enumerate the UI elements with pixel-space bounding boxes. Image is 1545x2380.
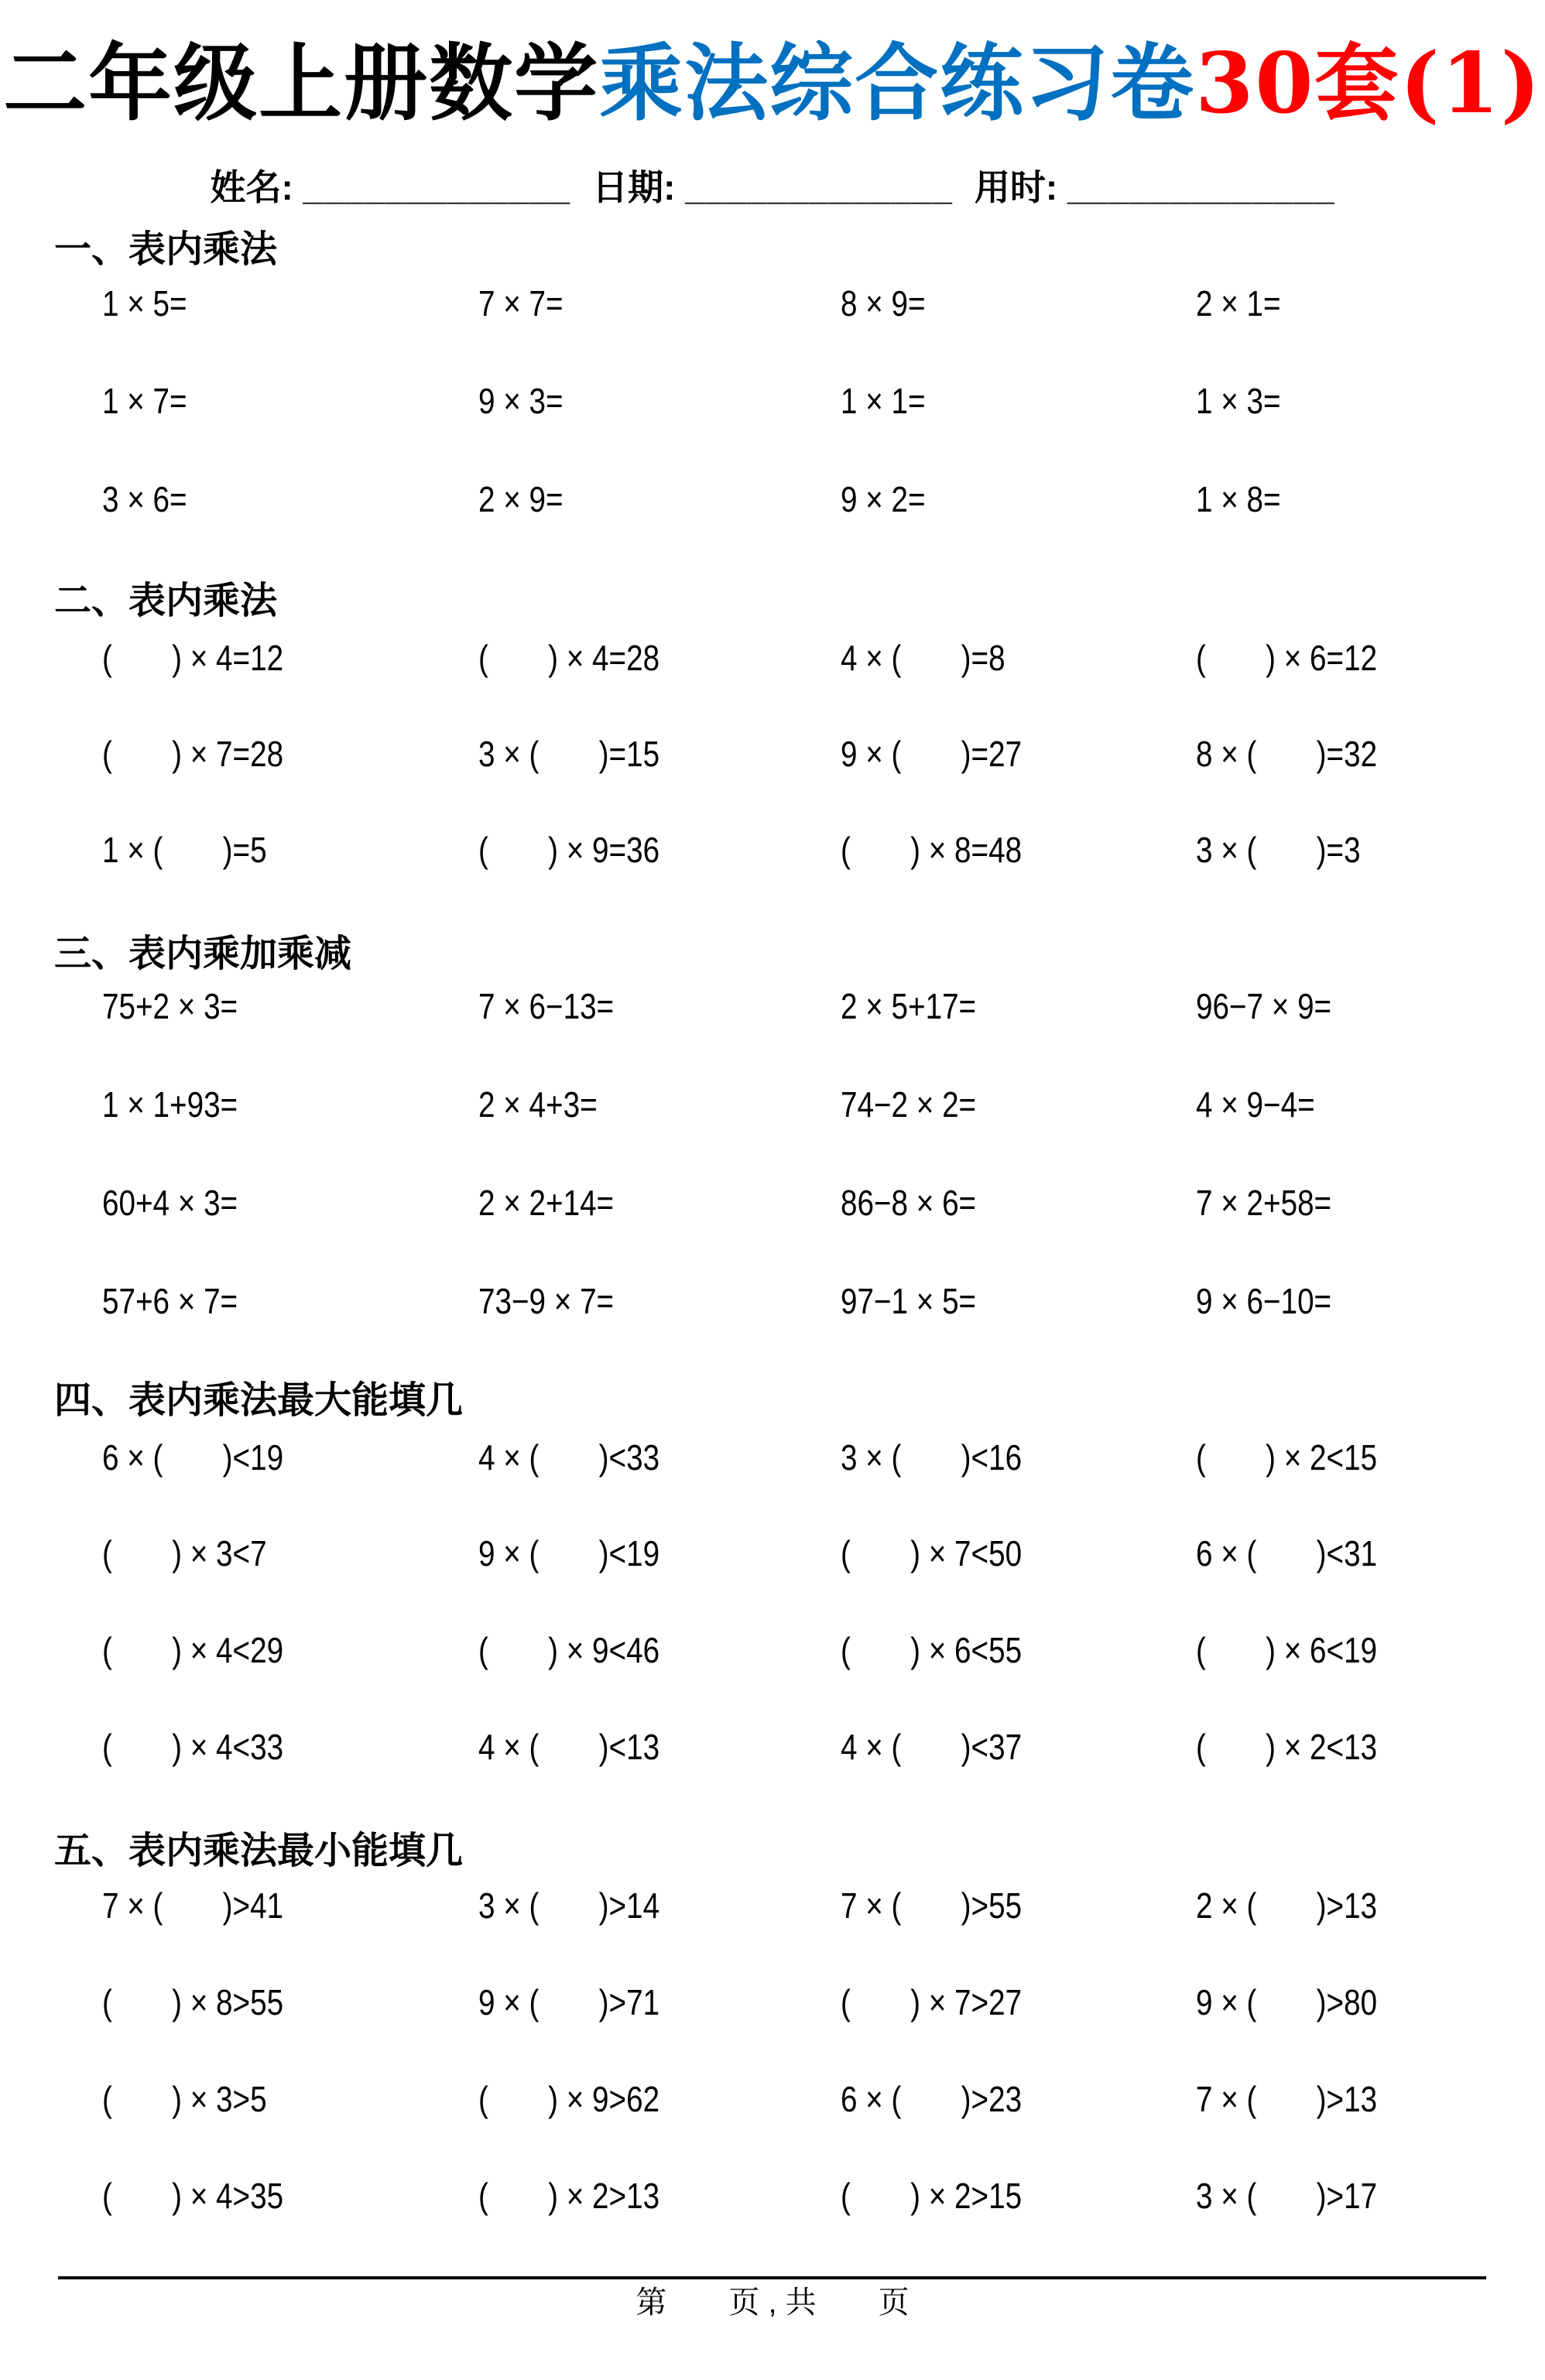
problem-expression: 6 × ( )>23 bbox=[841, 2079, 1023, 2119]
problem-cell bbox=[1196, 1182, 1522, 1224]
time-label: 用时: bbox=[974, 167, 1058, 207]
problem-expression: ( ) × 9>62 bbox=[478, 2079, 660, 2119]
problem-cell bbox=[1196, 829, 1522, 871]
problem-cell bbox=[841, 1182, 1196, 1224]
problem-cell bbox=[1196, 1885, 1522, 1926]
problem-expression: 3 × 6= bbox=[102, 479, 187, 519]
problem-expression: 7 × ( )>41 bbox=[102, 1885, 284, 1926]
problem-expression: 4 × ( )<33 bbox=[478, 1437, 660, 1478]
problem-cell bbox=[102, 283, 478, 324]
problem-expression: ( ) × 9<46 bbox=[478, 1630, 660, 1670]
section-heading-4: 四、表内乘法最大能填几 bbox=[54, 1380, 464, 1421]
problem-cell bbox=[478, 1726, 841, 1768]
problem-expression: 6 × ( )<31 bbox=[1196, 1533, 1378, 1574]
name-label: 姓名: bbox=[210, 167, 293, 207]
problem-cell bbox=[1196, 1981, 1522, 2023]
problem-row bbox=[102, 1280, 1522, 1322]
problem-cell bbox=[102, 985, 478, 1027]
problem-expression: 9 × 6−10= bbox=[1196, 1281, 1332, 1321]
problem-expression: ( ) × 8=48 bbox=[841, 830, 1023, 870]
problem-expression: 60+4 × 3= bbox=[102, 1183, 238, 1223]
problem-cell bbox=[478, 283, 841, 324]
problem-cell bbox=[102, 1726, 478, 1768]
problem-cell bbox=[478, 1280, 841, 1322]
problem-cell bbox=[1196, 1532, 1522, 1574]
problem-cell bbox=[102, 1981, 478, 2023]
problem-cell bbox=[841, 283, 1196, 324]
problem-cell bbox=[841, 2078, 1196, 2120]
footer-divider bbox=[58, 2276, 1486, 2279]
problem-cell bbox=[478, 2175, 841, 2217]
problem-expression: 2 × 1= bbox=[1196, 283, 1281, 324]
problem-expression: 9 × 2= bbox=[841, 479, 926, 519]
problem-expression: 9 × ( )>80 bbox=[1196, 1982, 1378, 2022]
problem-expression: 7 × 6−13= bbox=[478, 986, 615, 1026]
problem-expression: 74−2 × 2= bbox=[841, 1084, 977, 1125]
problem-cell bbox=[1196, 1726, 1522, 1768]
problem-expression: 2 × 4+3= bbox=[478, 1084, 598, 1125]
problem-expression: ( ) × 6=12 bbox=[1196, 638, 1378, 678]
problem-cell bbox=[841, 733, 1196, 775]
problem-cell bbox=[478, 2078, 841, 2120]
name-blank: _____________ bbox=[303, 167, 571, 207]
problem-expression: ( ) × 2<13 bbox=[1196, 1727, 1378, 1767]
problem-expression: ( ) × 2>15 bbox=[841, 2176, 1023, 2216]
date-blank: _____________ bbox=[685, 167, 953, 207]
problem-cell bbox=[1196, 2078, 1522, 2120]
problem-cell bbox=[841, 380, 1196, 422]
problem-cell bbox=[102, 1280, 478, 1322]
problem-expression: 57+6 × 7= bbox=[102, 1281, 238, 1321]
problem-cell bbox=[478, 985, 841, 1027]
problem-cell bbox=[1196, 1437, 1522, 1478]
problem-expression: 4 × ( )<13 bbox=[478, 1727, 660, 1767]
problem-cell bbox=[841, 637, 1196, 679]
title-grade-part: 二年级上册数学 bbox=[3, 35, 600, 132]
problem-cell bbox=[1196, 380, 1522, 422]
problem-expression: 7 × ( )>55 bbox=[841, 1885, 1023, 1926]
problem-cell bbox=[841, 985, 1196, 1027]
problem-expression: 9 × 3= bbox=[478, 381, 564, 421]
problem-cell bbox=[102, 1629, 478, 1671]
problem-expression: 8 × 9= bbox=[841, 283, 926, 324]
problem-row bbox=[102, 985, 1522, 1027]
problem-expression: 1 × 3= bbox=[1196, 381, 1281, 421]
problem-expression: 4 × ( )=8 bbox=[841, 638, 1005, 678]
problem-cell bbox=[478, 829, 841, 871]
problem-cell bbox=[478, 733, 841, 775]
problem-row bbox=[102, 1726, 1522, 1768]
problem-cell bbox=[1196, 2175, 1522, 2217]
problem-expression: 86−8 × 6= bbox=[841, 1183, 977, 1223]
problem-expression: 4 × 9−4= bbox=[1196, 1084, 1315, 1125]
problem-row bbox=[102, 637, 1522, 679]
problem-expression: 2 × 9= bbox=[478, 479, 564, 519]
problem-row bbox=[102, 2078, 1522, 2120]
problem-cell bbox=[478, 1084, 841, 1125]
problem-expression: 1 × ( )=5 bbox=[102, 830, 267, 870]
problem-cell bbox=[841, 478, 1196, 520]
problem-row bbox=[102, 380, 1522, 422]
problem-cell bbox=[102, 478, 478, 520]
problem-cell bbox=[841, 1437, 1196, 1478]
problem-cell bbox=[102, 637, 478, 679]
problem-cell bbox=[478, 1437, 841, 1478]
time-blank: _____________ bbox=[1067, 167, 1335, 207]
problem-expression: ( ) × 9=36 bbox=[478, 830, 660, 870]
problem-cell bbox=[841, 1084, 1196, 1125]
problem-expression: ( ) × 4<33 bbox=[102, 1727, 284, 1767]
problem-cell bbox=[478, 478, 841, 520]
problem-row bbox=[102, 733, 1522, 775]
problem-cell bbox=[478, 1885, 841, 1926]
problem-expression: 7 × 7= bbox=[478, 283, 564, 324]
problem-cell bbox=[841, 1629, 1196, 1671]
problem-expression: ( ) × 2>13 bbox=[478, 2176, 660, 2216]
problem-row bbox=[102, 1182, 1522, 1224]
page-title bbox=[0, 29, 1545, 138]
problem-expression: 97−1 × 5= bbox=[841, 1281, 977, 1321]
problem-expression: ( ) × 4<29 bbox=[102, 1630, 284, 1670]
date-label: 日期: bbox=[592, 167, 676, 207]
problem-row bbox=[102, 1532, 1522, 1574]
problem-expression: 3 × ( )=15 bbox=[478, 734, 660, 774]
info-line bbox=[0, 164, 1545, 211]
problem-cell bbox=[102, 1532, 478, 1574]
problem-cell bbox=[841, 1532, 1196, 1574]
problem-expression: 6 × ( )<19 bbox=[102, 1437, 284, 1478]
problem-row bbox=[102, 2175, 1522, 2217]
problem-expression: 4 × ( )<37 bbox=[841, 1727, 1023, 1767]
problem-cell bbox=[841, 1726, 1196, 1768]
problem-cell bbox=[478, 1532, 841, 1574]
problem-expression: ( ) × 6<19 bbox=[1196, 1630, 1378, 1670]
problem-cell bbox=[841, 1885, 1196, 1926]
problem-expression: ( ) × 7<50 bbox=[841, 1533, 1023, 1574]
problem-expression: ( ) × 3<7 bbox=[102, 1533, 267, 1574]
problem-expression: 7 × 2+58= bbox=[1196, 1183, 1332, 1223]
problem-cell bbox=[478, 1629, 841, 1671]
problem-cell bbox=[1196, 733, 1522, 775]
problem-row bbox=[102, 1437, 1522, 1478]
problem-expression: 9 × ( )<19 bbox=[478, 1533, 660, 1574]
problem-row bbox=[102, 1885, 1522, 1926]
problem-cell bbox=[841, 2175, 1196, 2217]
problem-expression: ( ) × 3>5 bbox=[102, 2079, 267, 2119]
problem-expression: ( ) × 8>55 bbox=[102, 1982, 284, 2022]
problem-expression: 3 × ( )>14 bbox=[478, 1885, 660, 1926]
problem-expression: 1 × 8= bbox=[1196, 479, 1281, 519]
problem-row bbox=[102, 478, 1522, 520]
title-topic-part: 乘法综合练习卷 bbox=[599, 35, 1196, 132]
problem-expression: 3 × ( )>17 bbox=[1196, 2176, 1378, 2216]
problem-cell bbox=[102, 733, 478, 775]
section-heading-1: 一、表内乘法 bbox=[54, 229, 278, 270]
problem-cell bbox=[1196, 283, 1522, 324]
problem-expression: 1 × 5= bbox=[102, 283, 187, 324]
problem-cell bbox=[1196, 985, 1522, 1027]
problem-expression: 73−9 × 7= bbox=[478, 1281, 615, 1321]
problem-cell bbox=[1196, 1280, 1522, 1322]
problem-expression: ( ) × 7>27 bbox=[841, 1982, 1023, 2022]
problem-cell bbox=[841, 829, 1196, 871]
problem-expression: 1 × 1= bbox=[841, 381, 926, 421]
problem-cell bbox=[102, 1437, 478, 1478]
problem-cell bbox=[1196, 478, 1522, 520]
problem-cell bbox=[102, 2175, 478, 2217]
problem-cell bbox=[1196, 1629, 1522, 1671]
problem-expression: 7 × ( )>13 bbox=[1196, 2079, 1378, 2119]
problem-row bbox=[102, 1981, 1522, 2023]
problem-expression: 1 × 1+93= bbox=[102, 1084, 238, 1125]
problem-expression: 75+2 × 3= bbox=[102, 986, 238, 1026]
problem-cell bbox=[841, 1981, 1196, 2023]
problem-expression: 8 × ( )=32 bbox=[1196, 734, 1378, 774]
problem-expression: 1 × 7= bbox=[102, 381, 187, 421]
problem-expression: ( ) × 7=28 bbox=[102, 734, 284, 774]
problem-cell bbox=[841, 1280, 1196, 1322]
problem-cell bbox=[1196, 1084, 1522, 1125]
problem-expression: ( ) × 4=12 bbox=[102, 638, 284, 678]
problem-cell bbox=[102, 380, 478, 422]
problem-cell bbox=[102, 1084, 478, 1125]
problem-expression: 9 × ( )=27 bbox=[841, 734, 1023, 774]
problem-expression: 2 × 2+14= bbox=[478, 1183, 615, 1223]
problem-row bbox=[102, 283, 1522, 324]
problem-row bbox=[102, 1084, 1522, 1125]
problem-row bbox=[102, 829, 1522, 871]
problem-expression: 9 × ( )>71 bbox=[478, 1982, 660, 2022]
problem-cell bbox=[1196, 637, 1522, 679]
problem-cell bbox=[102, 2078, 478, 2120]
problem-expression: ( ) × 4=28 bbox=[478, 638, 660, 678]
problem-cell bbox=[478, 637, 841, 679]
problem-expression: ( ) × 6<55 bbox=[841, 1630, 1023, 1670]
problem-expression: ( ) × 2<15 bbox=[1196, 1437, 1378, 1478]
problem-cell bbox=[102, 829, 478, 871]
problem-cell bbox=[102, 1885, 478, 1926]
problem-cell bbox=[478, 1182, 841, 1224]
section-heading-2: 二、表内乘法 bbox=[54, 580, 278, 622]
problem-expression: ( ) × 4>35 bbox=[102, 2176, 284, 2216]
title-set-part: 30套(1) bbox=[1195, 35, 1542, 132]
problem-expression: 3 × ( )=3 bbox=[1196, 830, 1361, 870]
problem-cell bbox=[102, 1182, 478, 1224]
section-heading-3: 三、表内乘加乘减 bbox=[54, 933, 352, 974]
problem-expression: 2 × ( )>13 bbox=[1196, 1885, 1378, 1926]
section-heading-5: 五、表内乘法最小能填几 bbox=[54, 1830, 464, 1871]
problem-expression: 3 × ( )<16 bbox=[841, 1437, 1023, 1478]
problem-cell bbox=[478, 1981, 841, 2023]
problem-cell bbox=[478, 380, 841, 422]
problem-expression: 96−7 × 9= bbox=[1196, 986, 1332, 1026]
problem-row bbox=[102, 1629, 1522, 1671]
page-footer: 第 页 , 共 页 bbox=[635, 2286, 910, 2320]
problem-expression: 2 × 5+17= bbox=[841, 986, 977, 1026]
